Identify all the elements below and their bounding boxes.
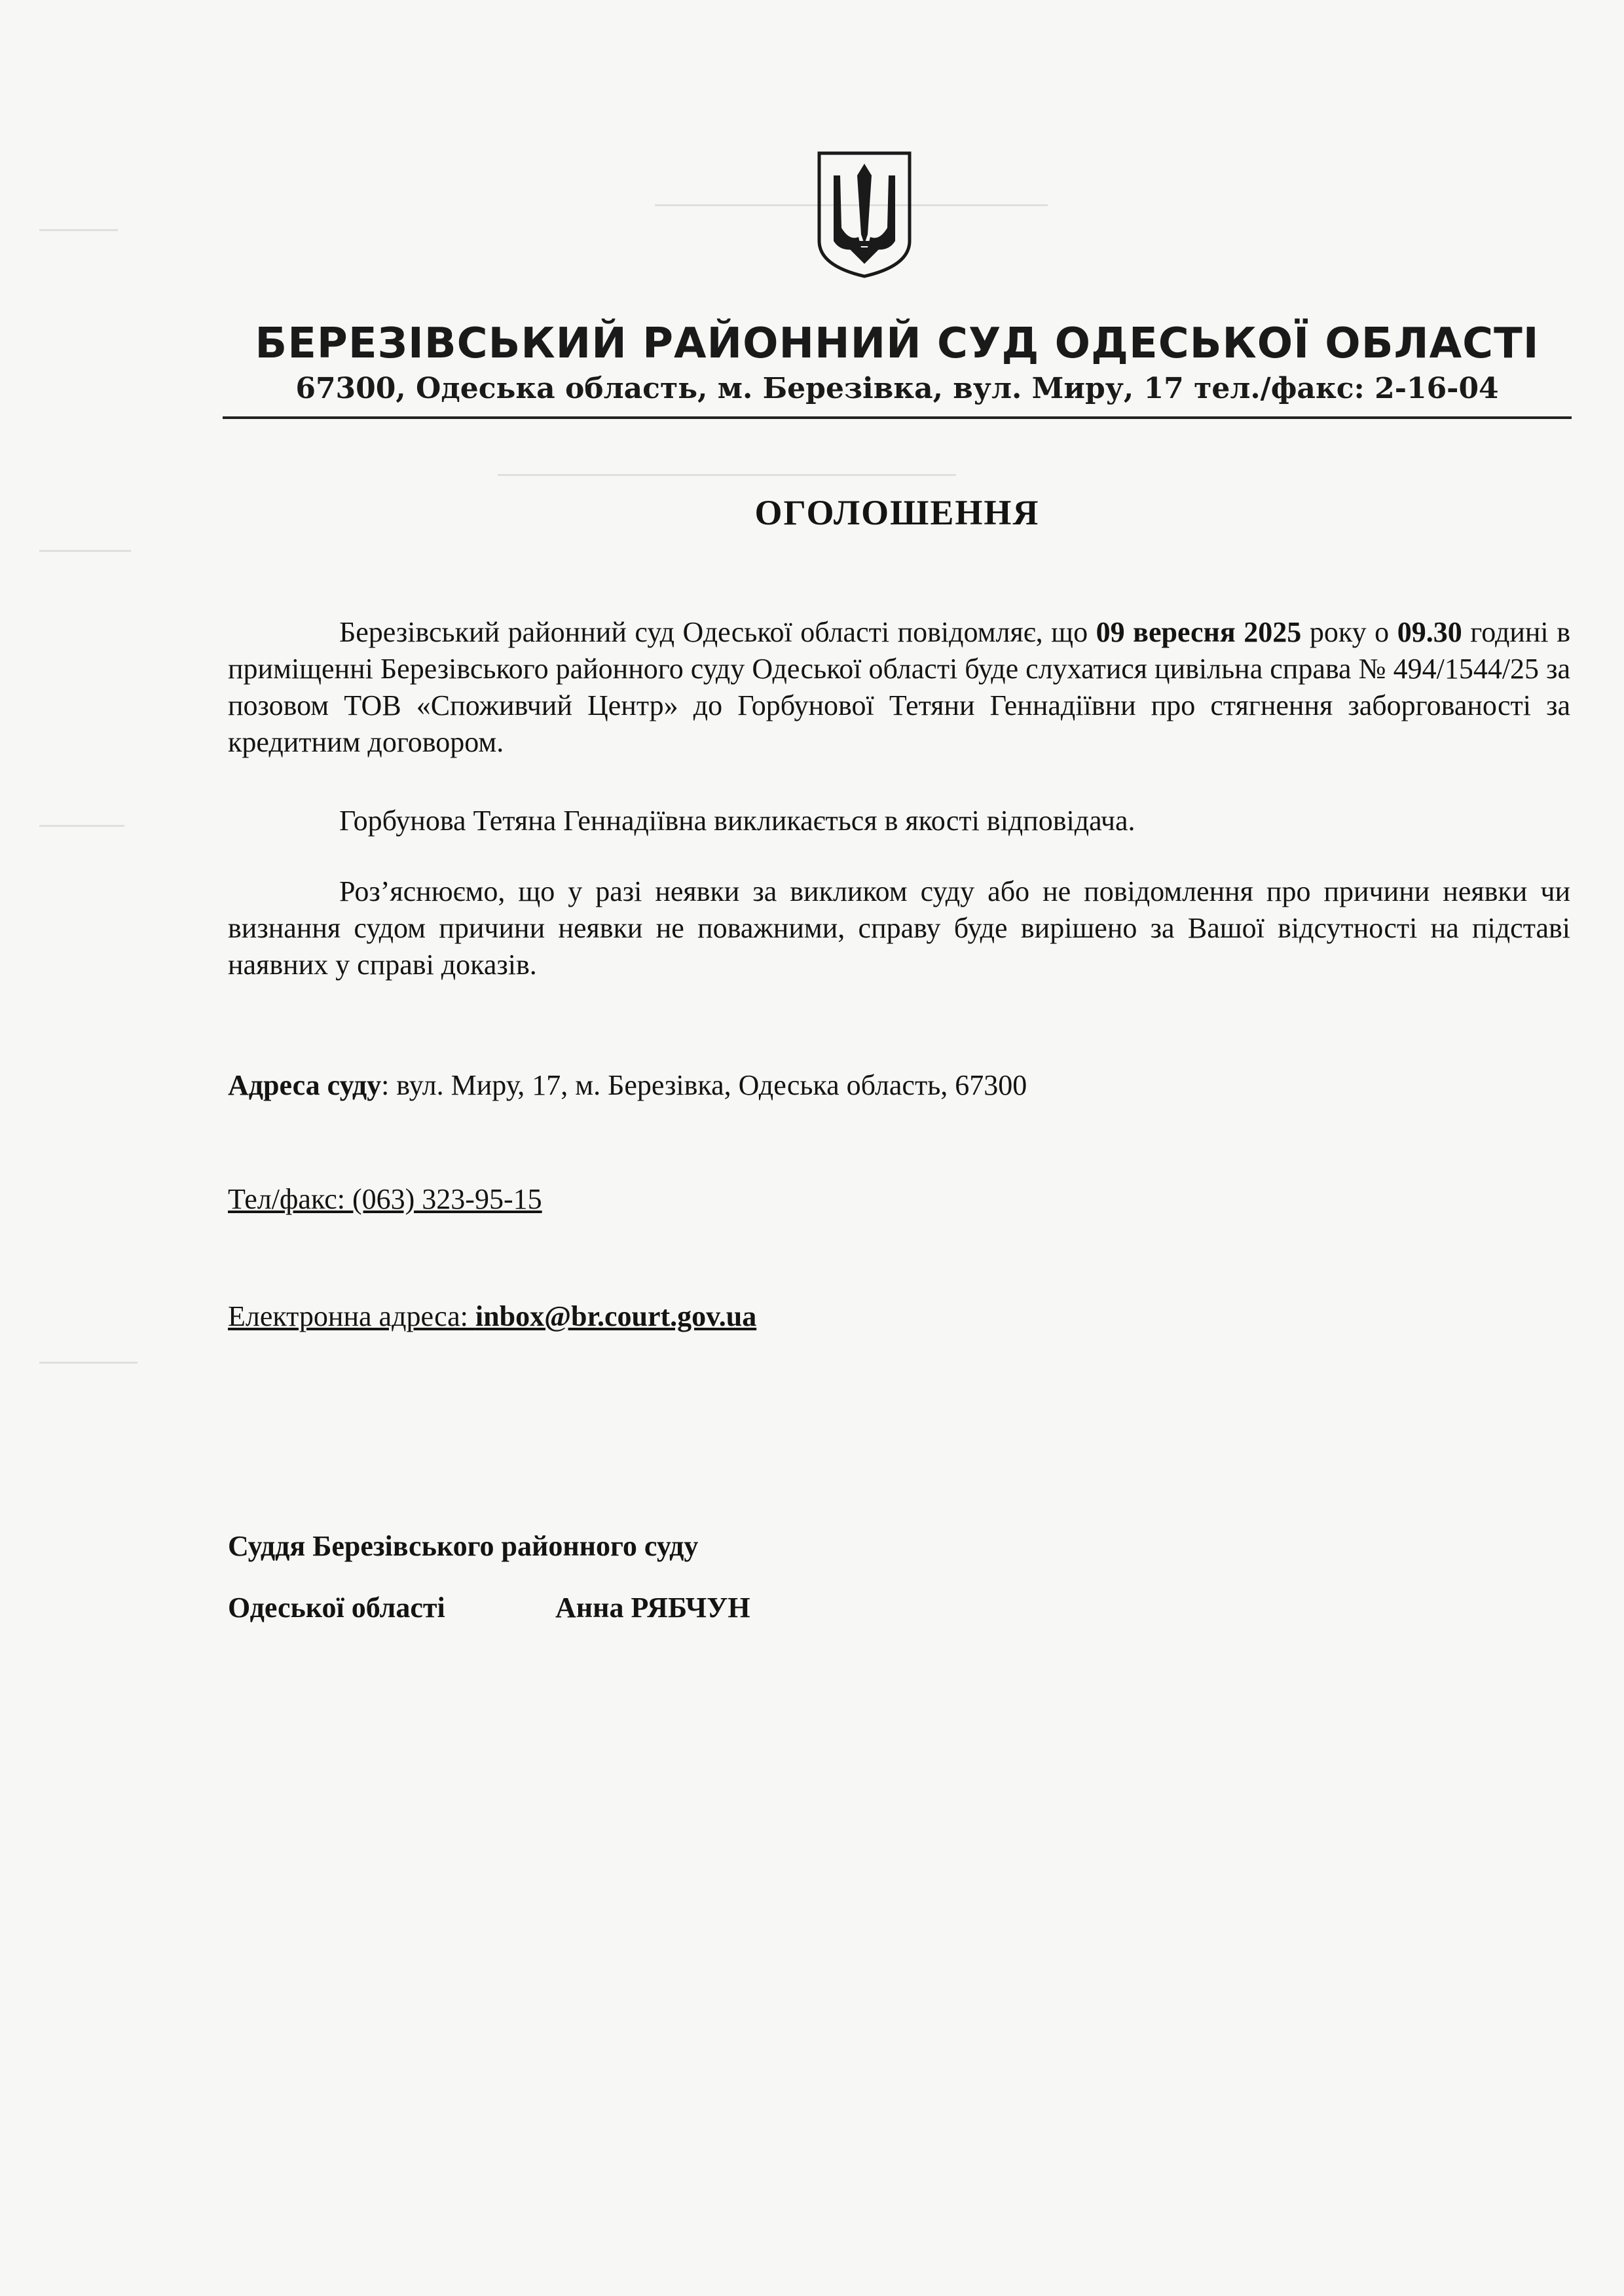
scan-noise [39, 550, 131, 552]
email-line [228, 1300, 756, 1333]
scan-noise [39, 1362, 138, 1364]
announcement-paragraph [228, 614, 1570, 761]
address-value: : вул. Миру, 17, м. Березівка, Одеська область, 67300 [381, 1069, 1027, 1101]
email-label: Електронна адреса: [228, 1300, 475, 1332]
signature-position-line2: Одеської області [228, 1592, 445, 1624]
explanation-paragraph [228, 873, 1570, 983]
court-name: БЕРЕЗІВСЬКИЙ РАЙОННИЙ СУД ОДЕСЬКОЇ ОБЛАСТІ [255, 319, 1540, 368]
phone-line: Тел/факс: (063) 323-95-15 [228, 1183, 542, 1215]
paragraph-text: Горбунова Тетяна Геннадіївна викликається в якості відповідача. [339, 805, 1135, 837]
scan-noise [39, 229, 118, 231]
court-address: 67300, Одеська область, м. Березівка, вул. Миру, 17 тел./факс: 2-16-04 [295, 372, 1499, 405]
paragraph-text: годині в приміщенні Березівського районного суду Одеської області буде слухатися цивільна справа № 494/1544/25 за позовом ТОВ «Споживчий Центр» до Горбунової Тетяни Геннадіївни про стягнення заборгованості за кредитним договором. [228, 616, 1570, 758]
signature-position-line1: Суддя Березівського районного суду [228, 1530, 699, 1562]
paragraph-text: Роз’яснюємо, що у разі неявки за викликом суду або не повідомлення про причини неявки чи визнання судом причини неявки не поважними, справу буде вирішено за Вашої відсутності на підставі наявних у справі доказів. [228, 875, 1570, 981]
paragraph-text: Березівський районний суд Одеської області повідомляє, що [339, 616, 1096, 648]
signature-name: Анна РЯБЧУН [555, 1592, 750, 1624]
hearing-time: 09.30 [1397, 616, 1462, 648]
ukraine-trident-icon [815, 149, 913, 279]
header-divider [223, 416, 1572, 419]
address-label: Адреса суду [228, 1069, 382, 1101]
scan-noise [498, 474, 956, 476]
paragraph-text: року о [1301, 616, 1397, 648]
scan-noise [39, 825, 124, 827]
hearing-date: 09 вересня 2025 [1096, 616, 1302, 648]
defendant-paragraph [228, 803, 1570, 839]
email-link[interactable]: inbox@br.court.gov.ua [475, 1300, 757, 1332]
page-title: ОГОЛОШЕННЯ [754, 493, 1040, 532]
court-address-line [228, 1068, 1027, 1102]
